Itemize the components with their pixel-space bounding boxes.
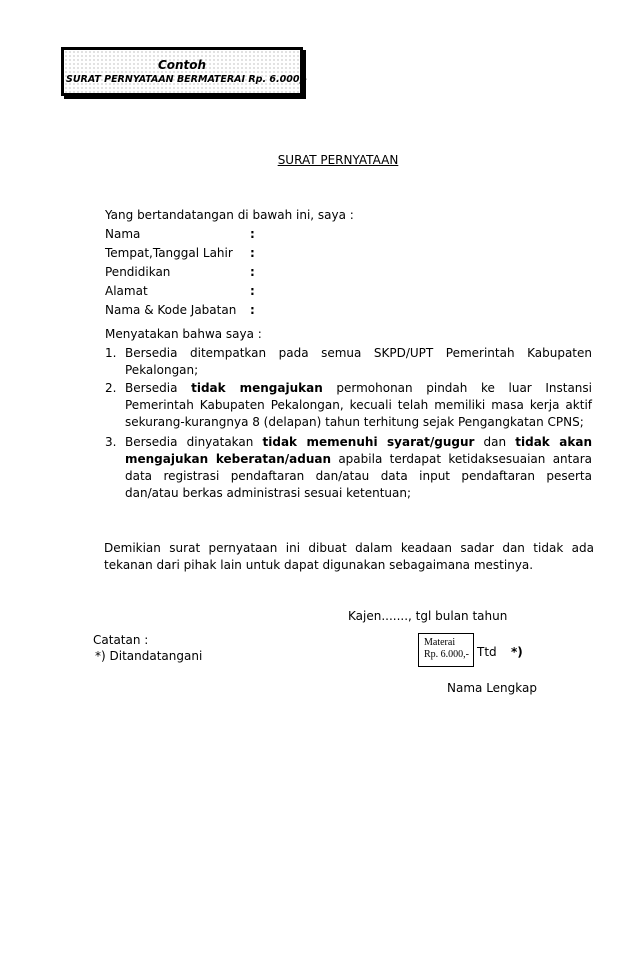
field-row-address <box>105 283 405 301</box>
field-row-position <box>105 302 405 320</box>
place-date: Kajen......., tgl bulan tahun <box>348 609 508 623</box>
list-number: 2. <box>105 381 117 395</box>
field-row-name <box>105 226 405 244</box>
field-colon: : <box>250 265 255 279</box>
signature-note-star: *) <box>511 645 523 659</box>
sample-label-subtitle: SURAT PERNYATAAN BERMATERAI Rp. 6.000,- <box>66 74 307 85</box>
list-number: 3. <box>105 435 117 449</box>
note-title: Catatan : <box>93 633 149 647</box>
field-label: Alamat <box>105 284 148 298</box>
stamp-label: Materai <box>424 637 456 648</box>
statement-intro: Menyatakan bahwa saya : <box>105 327 262 341</box>
field-row-education <box>105 264 405 282</box>
document-title: SURAT PERNYATAAN <box>277 153 399 167</box>
intro-text: Yang bertandatangan di bawah ini, saya : <box>105 208 354 222</box>
list-number: 1. <box>105 346 117 360</box>
list-text: Bersedia dinyatakan tidak memenuhi syarat/gugur dan tidak akan mengajukan keberatan/aduan apabila terdapat ketidaksesuaian antara data registrasi pendaftaran dan/atau data input pendaftaran peserta dan/atau berkas administrasi sesuai ketentuan; <box>125 435 593 500</box>
stamp-amount: Rp. 6.000,- <box>424 649 469 660</box>
signer-name: Nama Lengkap <box>447 681 537 695</box>
stamp-duty-box <box>418 633 474 667</box>
sample-label-title: Contoh <box>157 58 207 72</box>
note-text: *) Ditandatangani <box>95 649 203 663</box>
list-item <box>105 380 592 435</box>
list-text: Bersedia tidak mengajukan permohonan pindah ke luar Instansi Pemerintah Kabupaten Pekalongan, kecuali telah memiliki masa kerja aktif sekurang-kurangnya 8 (delapan) tahun terhitung sejak Pengangkatan CPNS; <box>125 381 592 429</box>
closing-paragraph: Demikian surat pernyataan ini dibuat dalam keadaan sadar dan tidak ada tekanan dari pihak lain untuk dapat digunakan sebagaimana mestinya. <box>104 541 594 572</box>
field-row-birth <box>105 245 405 263</box>
field-colon: : <box>250 227 255 241</box>
field-label: Tempat,Tanggal Lahir <box>105 246 233 260</box>
field-colon: : <box>250 303 255 317</box>
signature-mark: Ttd <box>477 645 497 659</box>
list-item <box>105 434 592 506</box>
field-colon: : <box>250 284 255 298</box>
document-title-row <box>0 153 638 167</box>
field-label: Nama <box>105 227 141 241</box>
list-text: Bersedia ditempatkan pada semua SKPD/UPT Pemerintah Kabupaten Pekalongan; <box>125 346 592 377</box>
list-item <box>105 345 592 381</box>
field-colon: : <box>250 246 255 260</box>
field-label: Pendidikan <box>105 265 171 279</box>
sample-label-box <box>61 47 307 96</box>
field-label: Nama & Kode Jabatan <box>105 303 237 317</box>
